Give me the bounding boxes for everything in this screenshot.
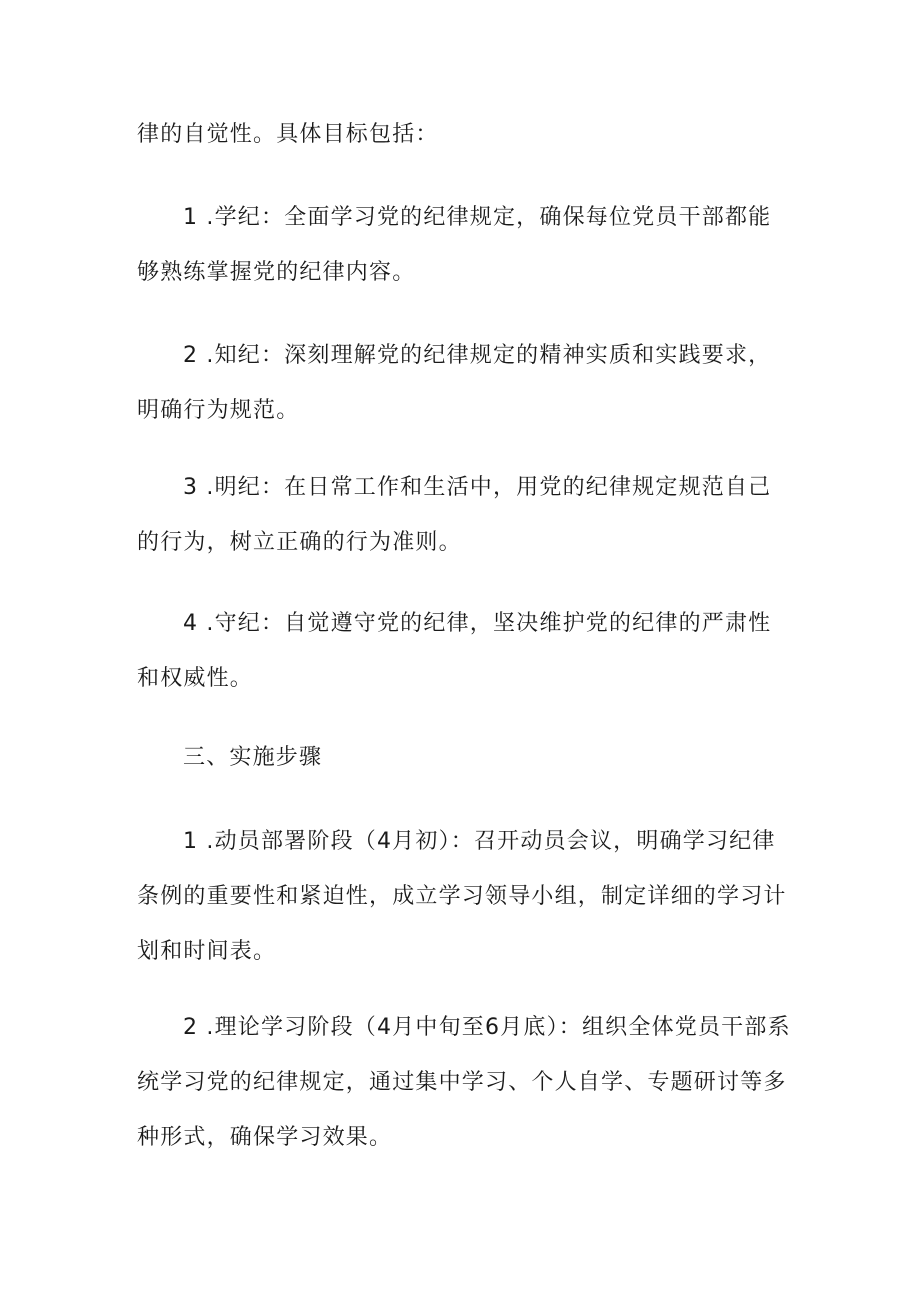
goal-item-4: 4 .守纪：自觉遵守党的纪律，坚决维护党的纪律的严肃性和权威性。 [137,611,772,691]
goal-item-2: 2 .知纪：深刻理解党的纪律规定的精神实质和实践要求，明确行为规范。 [137,343,772,423]
step-item-2: 2 .理论学习阶段（4月中旬至6月底）：组织全体党员干部系统学习党的纪律规定，通过集中学习、个人自学、专题研讨等多种形式，确保学习效果。 [137,1015,791,1150]
goal-item-3: 3 .明纪：在日常工作和生活中，用党的纪律规定规范自己的行为，树立正确的行为准则。 [137,475,772,555]
step-item-1: 1 .动员部署阶段（4月初）：召开动员会议，明确学习纪律条例的重要性和紧迫性，成立学习领导小组，制定详细的学习计划和时间表。 [137,829,787,964]
section-heading-implementation-steps: 三、实施步骤 [183,745,323,770]
intro-paragraph-tail: 律的自觉性。具体目标包括： [137,122,439,147]
goal-item-1: 1 .学纪：全面学习党的纪律规定，确保每位党员干部都能够熟练掌握党的纪律内容。 [137,205,772,285]
